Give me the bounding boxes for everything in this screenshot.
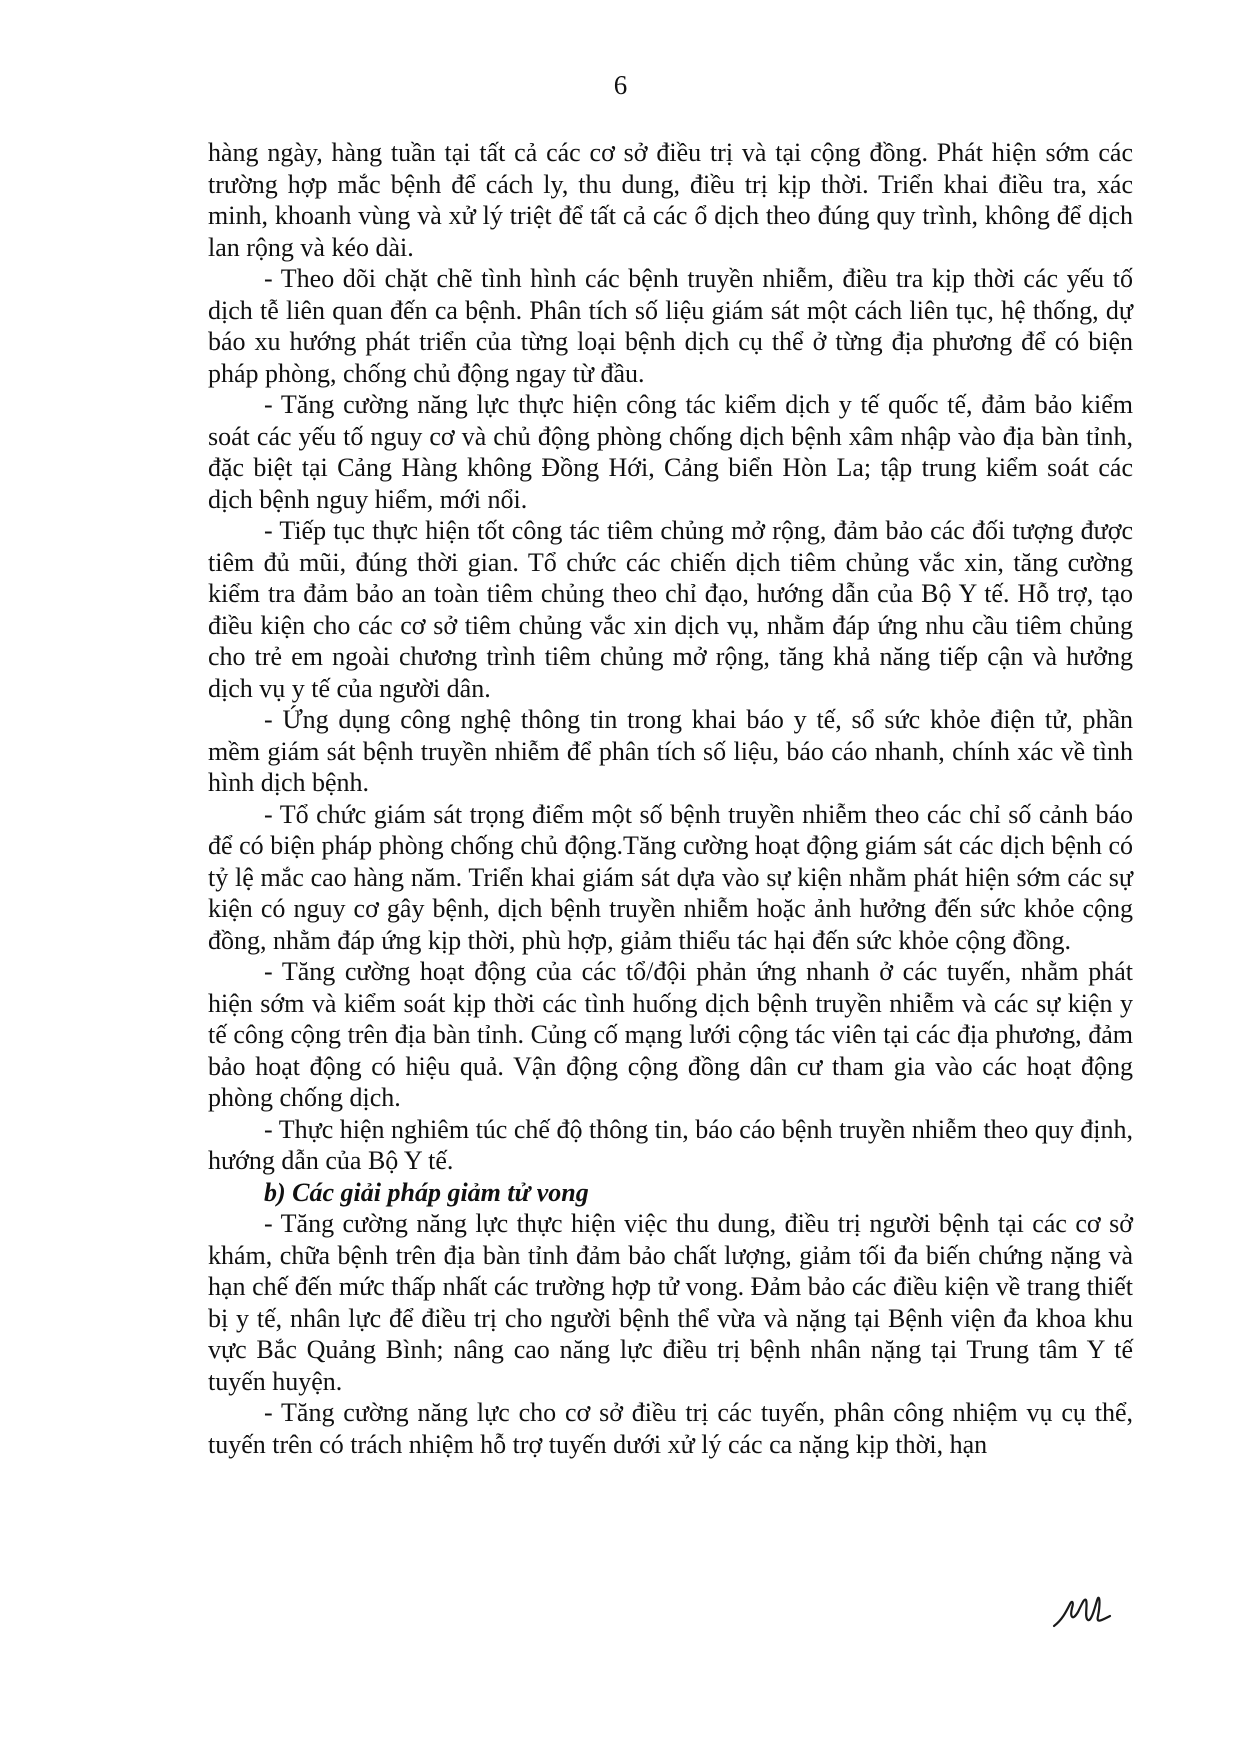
paragraph: - Thực hiện nghiêm túc chế độ thông tin, báo cáo bệnh truyền nhiễm theo quy định, hướng dẫn của Bộ Y tế. [208,1114,1133,1175]
page-number: 6 [613,70,628,100]
paragraph: - Tăng cường năng lực cho cơ sở điều trị các tuyến, phân công nhiệm vụ cụ thể, tuyến trên có trách nhiệm hỗ trợ tuyến dưới xử lý các ca nặng kịp thời, hạn [208,1398,1133,1459]
document-body [208,137,1133,1460]
initials-signature [1050,1590,1116,1634]
paragraph: - Tiếp tục thực hiện tốt công tác tiêm chủng mở rộng, đảm bảo các đối tượng được tiêm đủ mũi, đúng thời gian. Tổ chức các chiến dịch tiêm chủng vắc xin, tăng cường kiểm tra đảm bảo an toàn tiêm chủng theo chỉ đạo, hướng dẫn của Bộ Y tế. Hỗ trợ, tạo điều kiện cho các cơ sở tiêm chủng vắc xin dịch vụ, nhằm đáp ứng nhu cầu tiêm chủng cho trẻ em ngoài chương trình tiêm chủng mở rộng, tăng khả năng tiếp cận và hưởng dịch vụ y tế của người dân. [208,516,1133,703]
paragraph: - Tăng cường năng lực thực hiện việc thu dung, điều trị người bệnh tại các cơ sở khám, chữa bệnh trên địa bàn tỉnh đảm bảo chất lượng, giảm tối đa biến chứng nặng và hạn chế đến mức thấp nhất các trường hợp tử vong. Đảm bảo các điều kiện về trang thiết bị y tế, nhân lực để điều trị cho người bệnh thể vừa và nặng tại Bệnh viện đa khoa khu vực Bắc Quảng Bình; nâng cao năng lực điều trị bệnh nhân nặng tại Trung tâm Y tế tuyến huyện. [208,1209,1133,1396]
paragraph: - Tăng cường năng lực thực hiện công tác kiểm dịch y tế quốc tế, đảm bảo kiểm soát các yếu tố nguy cơ và chủ động phòng chống dịch bệnh xâm nhập vào địa bàn tỉnh, đặc biệt tại Cảng Hàng không Đồng Hới, Cảng biển Hòn La; tập trung kiểm soát các dịch bệnh nguy hiểm, mới nổi. [208,390,1133,514]
paragraph: - Tổ chức giám sát trọng điểm một số bệnh truyền nhiễm theo các chỉ số cảnh báo để có biện pháp phòng chống chủ động.Tăng cường hoạt động giám sát các dịch bệnh có tỷ lệ mắc cao hàng năm. Triển khai giám sát dựa vào sự kiện nhằm phát hiện sớm các sự kiện có nguy cơ gây bệnh, dịch bệnh truyền nhiễm hoặc ảnh hưởng đến sức khỏe cộng đồng, nhằm đáp ứng kịp thời, phù hợp, giảm thiểu tác hại đến sức khỏe cộng đồng. [208,799,1133,955]
paragraph: - Theo dõi chặt chẽ tình hình các bệnh truyền nhiễm, điều tra kịp thời các yếu tố dịch tễ liên quan đến ca bệnh. Phân tích số liệu giám sát một cách liên tục, hệ thống, dự báo xu hướng phát triển của từng loại bệnh dịch cụ thể ở từng địa phương để có biện pháp phòng, chống chủ động ngay từ đầu. [208,264,1133,388]
paragraph: - Tăng cường hoạt động của các tổ/đội phản ứng nhanh ở các tuyến, nhằm phát hiện sớm và kiểm soát kịp thời các tình huống dịch bệnh truyền nhiễm và các sự kiện y tế công cộng trên địa bàn tỉnh. Củng cố mạng lưới cộng tác viên tại các địa phương, đảm bảo hoạt động có hiệu quả. Vận động cộng đồng dân cư tham gia vào các hoạt động phòng chống dịch. [208,957,1133,1112]
section-heading: b) Các giải pháp giảm tử vong [264,1177,589,1207]
paragraph: hàng ngày, hàng tuần tại tất cả các cơ sở điều trị và tại cộng đồng. Phát hiện sớm các trường hợp mắc bệnh để cách ly, thu dung, điều trị kịp thời. Triển khai điều tra, xác minh, khoanh vùng và xử lý triệt để tất cả các ổ dịch theo đúng quy trình, không để dịch lan rộng và kéo dài. [208,138,1133,262]
paragraph: - Ứng dụng công nghệ thông tin trong khai báo y tế, sổ sức khỏe điện tử, phần mềm giám sát bệnh truyền nhiễm để phân tích số liệu, báo cáo nhanh, chính xác về tình hình dịch bệnh. [208,705,1133,797]
